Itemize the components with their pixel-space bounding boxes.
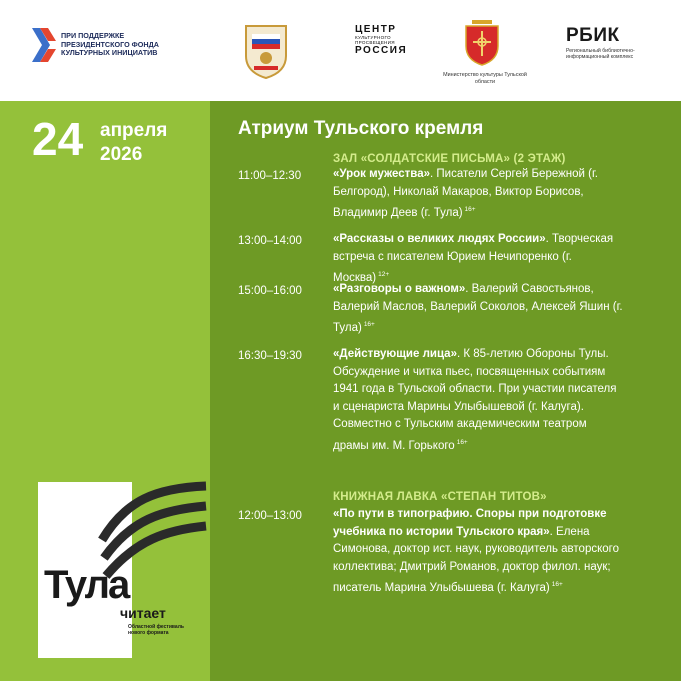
section-title-book-shop: КНИЖНАЯ ЛАВКА «СТЕПАН ТИТОВ» [333, 491, 547, 503]
partner-logos-header [0, 0, 681, 101]
festival-word: Тула [44, 563, 129, 607]
event-title: «Урок мужества» [333, 168, 430, 180]
event-text: . Писатели Сергей Бережной (г. Белгород), Николай Макаров, Виктор Борисов, Владимир Деев (г. Тула) [333, 168, 598, 219]
rbik-subtitle: Региональный библиотечно-информационный комплекс [566, 48, 635, 61]
age-rating: 16+ [363, 321, 375, 328]
centr-line2: КУЛЬТУРНОГО ПРОСВЕЩЕНИЯ [355, 35, 395, 45]
event-title: «Действующие лица» [333, 348, 457, 360]
event-text: . Валерий Савостьянов, Валерий Маслов, Валерий Соколов, Алексей Яшин (г. Тула) [333, 283, 623, 334]
festival-logo [36, 480, 211, 660]
event-title: «По пути в типографию. Споры при подготовке учебника по истории Тульского края» [333, 508, 607, 538]
age-rating: 16+ [551, 581, 563, 588]
event-year: 2026 [100, 144, 143, 165]
ministry-text: Министерство культуры Тульской области [443, 72, 527, 85]
section-title-soldier-letters: ЗАЛ «СОЛДАТСКИЕ ПИСЬМА» (2 ЭТАЖ) [333, 153, 566, 165]
event-text: . К 85-летию Обороны Тулы. Обсуждение и читка пьес, посвященных событиям 1941 года в Тульской области. При участии писателя и сценариста Марины Улыбышевой (г. Калуга). Совместно с Тульским академическим театром драмы им. М. Горького [333, 348, 617, 452]
centr-line1: ЦЕНТР [355, 24, 397, 35]
event-description [333, 231, 623, 287]
event-time: 11:00–12:30 [238, 170, 302, 182]
rbik-logo [566, 26, 656, 66]
tula-coat-of-arms-icon [462, 18, 502, 66]
event-description [333, 346, 623, 455]
event-month: апреля [100, 120, 168, 141]
age-rating: 16+ [464, 206, 476, 213]
festival-sub: читает [120, 605, 166, 621]
age-rating: 12+ [378, 271, 390, 278]
event-title: «Рассказы о великих людях России» [333, 233, 546, 245]
centr-logo [355, 24, 408, 68]
regional-emblem-logo [240, 22, 292, 80]
event-time: 16:30–19:30 [238, 350, 302, 362]
venue-title: Атриум Тульского кремля [238, 118, 484, 139]
event-text: . Елена Симонова, доктор ист. наук, руководитель авторского коллектива; Дмитрий Романов, доктор филол. наук; писатель Марина Улыбышева (г. Калуга) [333, 525, 619, 594]
pfki-mark-icon [30, 28, 56, 62]
festival-tagline: Областной фестиваль нового формата [128, 624, 184, 636]
event-description [333, 506, 623, 597]
pfki-logo [30, 28, 200, 62]
rbik-title: РБИК [566, 25, 620, 46]
pfki-text: ПРИ ПОДДЕРЖКЕ ПРЕЗИДЕНТСКОГО ФОНДА КУЛЬТУРНЫХ ИНИЦИАТИВ [61, 31, 159, 58]
event-time: 12:00–13:00 [238, 510, 302, 522]
centr-line3: РОССИЯ [355, 45, 408, 56]
event-text: . Творческая встреча с писателем Юрием Нечипоренко (г. Москва) [333, 233, 614, 284]
event-description [333, 281, 623, 337]
event-time: 15:00–16:00 [238, 285, 302, 297]
event-title: «Разговоры о важном» [333, 283, 466, 295]
age-rating: 16+ [456, 438, 468, 446]
event-description [333, 166, 623, 222]
event-time: 13:00–14:00 [238, 235, 302, 247]
event-day: 24 [32, 113, 84, 165]
